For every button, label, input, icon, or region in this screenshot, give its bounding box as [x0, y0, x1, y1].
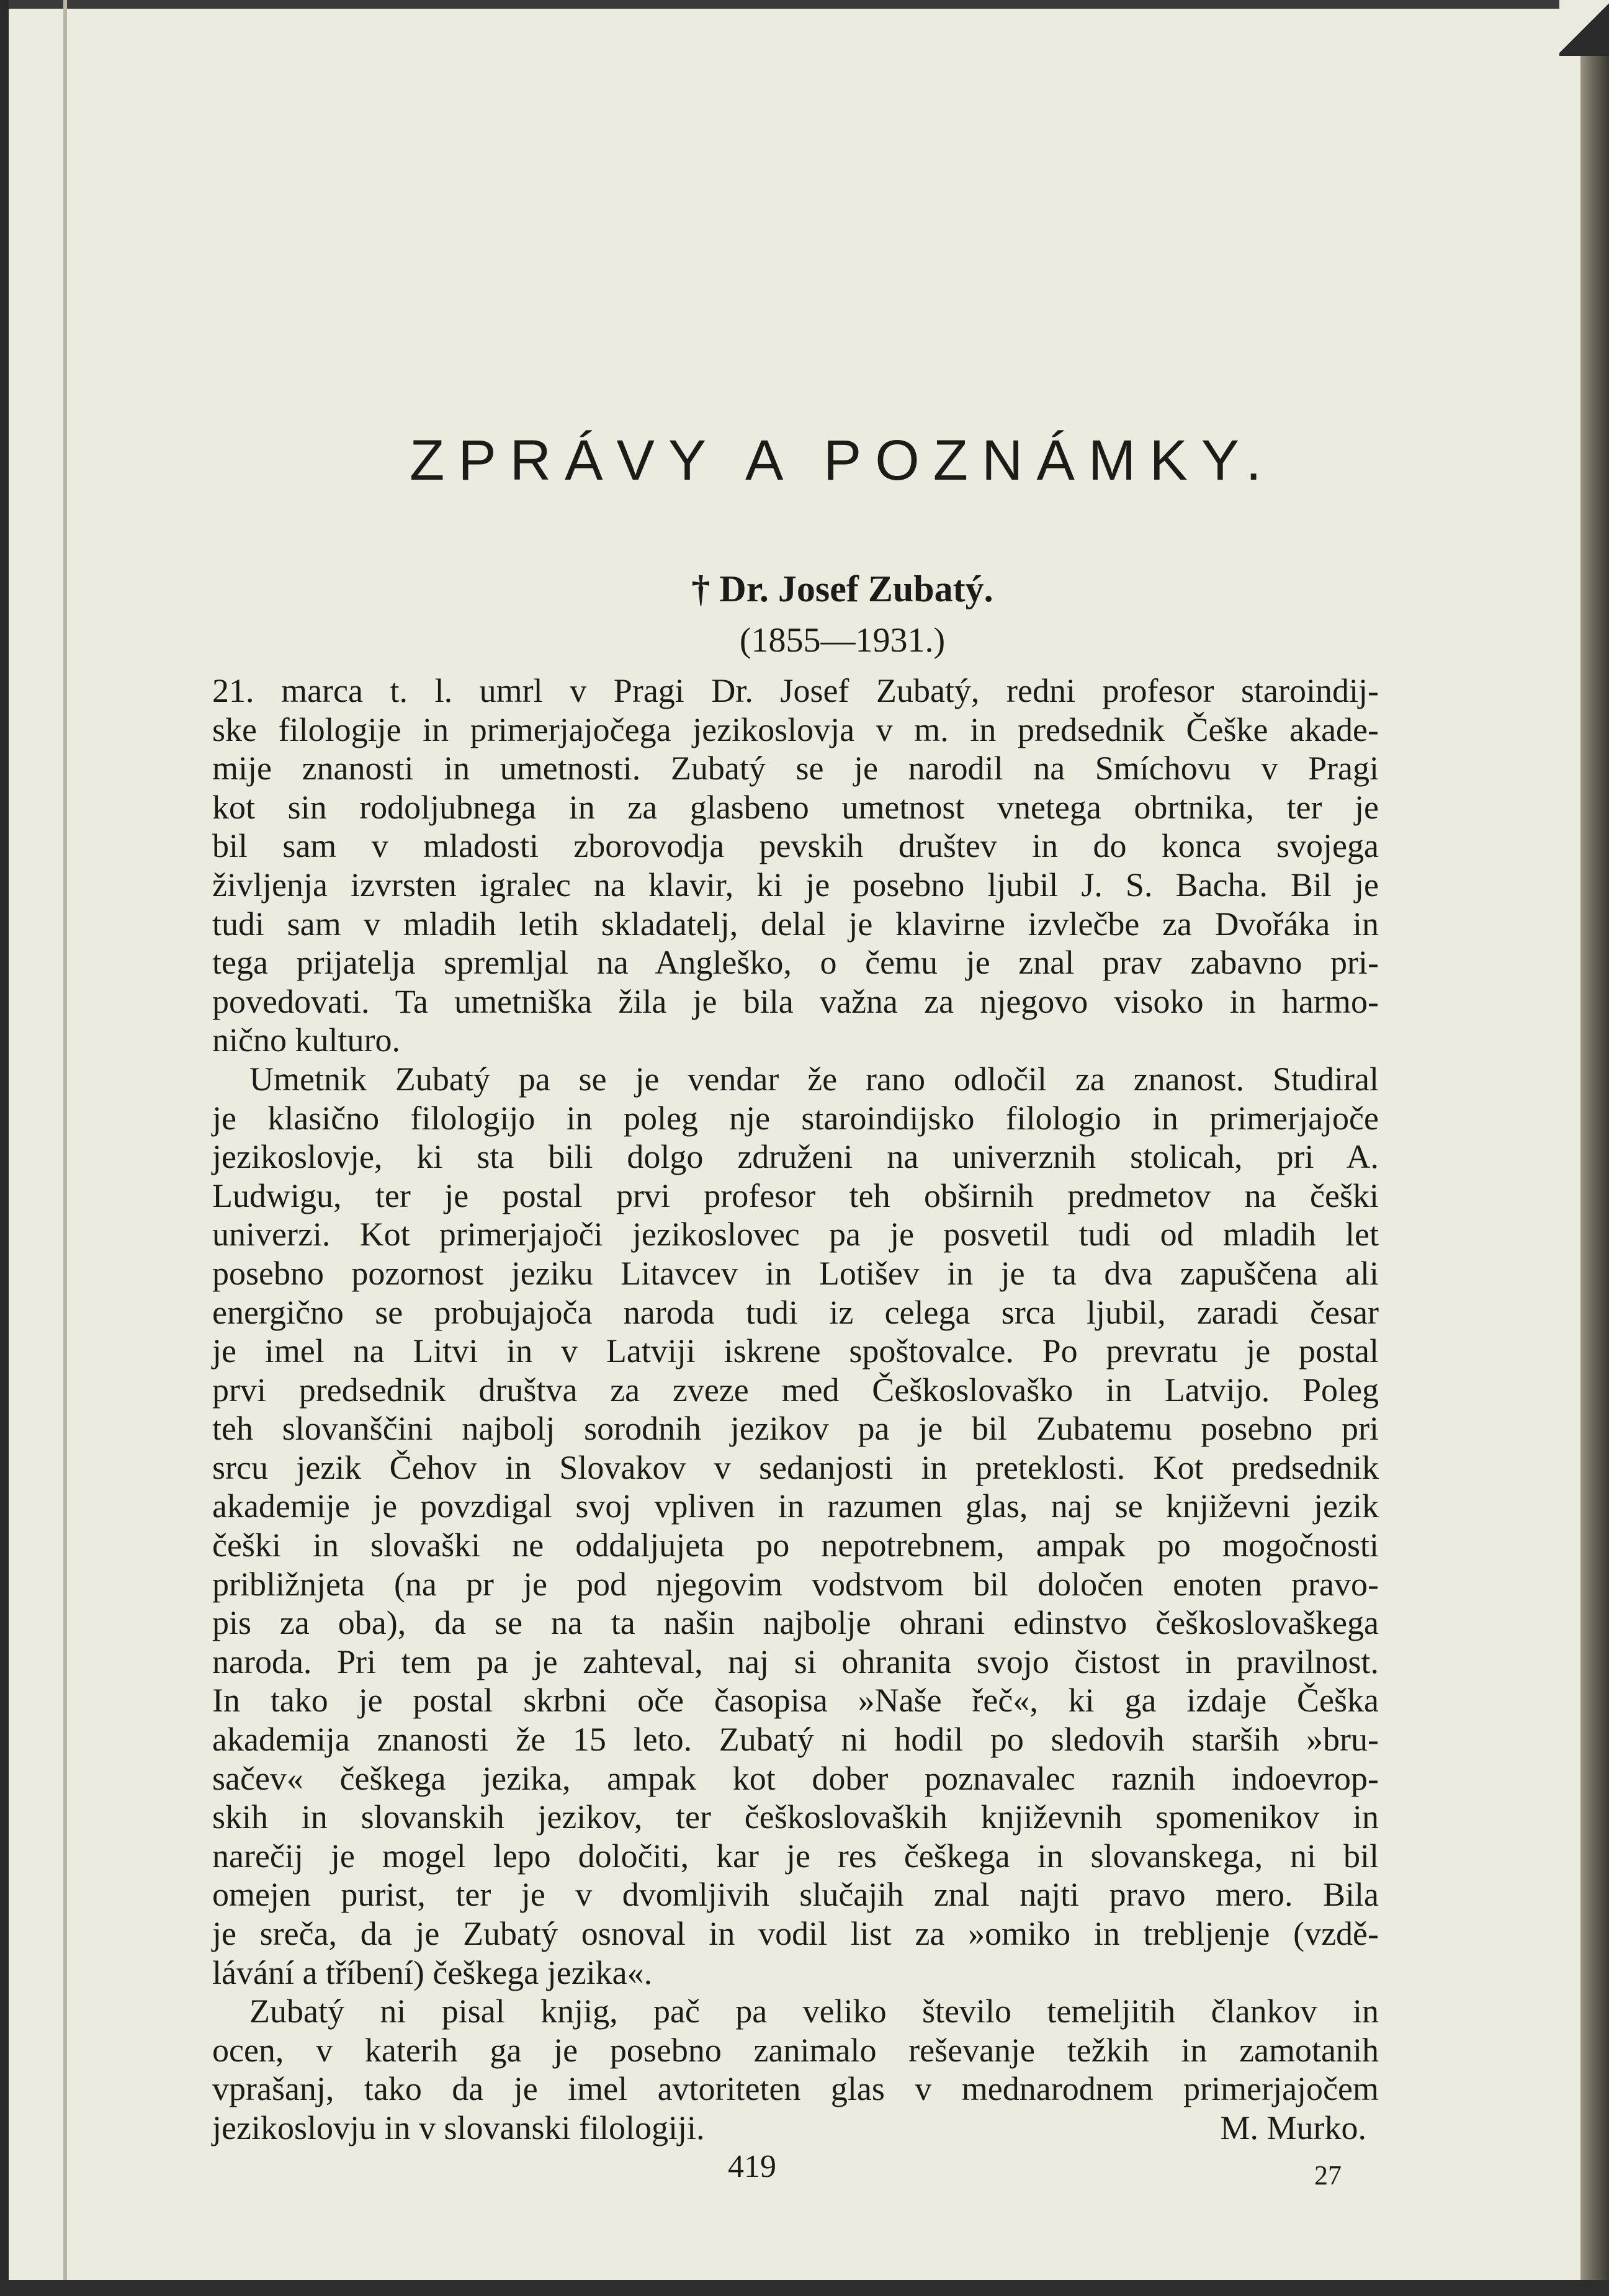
article-line: približnjeta (na pr je pod njegovim vodstvom bil določen enoten pravo- — [212, 1565, 1379, 1603]
article-line: jezikoslovje, ki sta bili dolgo združeni na univerznih stolicah, pri A. — [212, 1138, 1379, 1176]
article-line: tudi sam v mladih letih skladatelj, delal je klavirne izvlečbe za Dvořáka in — [212, 905, 1379, 943]
article-line: In tako je postal skrbni oče časopisa »Naše řeč«, ki ga izdaje Češka — [212, 1682, 1379, 1720]
article-line: bil sam v mladosti zborovodja pevskih društev in do konca svojega — [212, 827, 1379, 865]
author-signature: M. Murko. — [1220, 2109, 1366, 2146]
article-line: je klasično filologijo in poleg nje staroindijsko filologio in primerjajoče — [212, 1099, 1379, 1137]
article-line: skih in slovanskih jezikov, ter češkoslovaških književnih spomenikov in — [212, 1798, 1379, 1836]
scan-margin-line — [63, 0, 67, 2296]
article-line: življenja izvrsten igralec na klavir, ki je posebno ljubil J. S. Bacha. Bil je — [212, 866, 1379, 904]
article-line: akademije je povzdigal svoj vpliven in razumen glas, naj se književni jezik — [212, 1487, 1379, 1525]
article-line: povedovati. Ta umetniška žila je bila važna za njegovo visoko in harmo- — [212, 982, 1379, 1020]
page-corner-fold — [1559, 0, 1609, 56]
article-line: univerzi. Kot primerjajoči jezikoslovec pa je posvetil tudi od mladih let — [212, 1216, 1379, 1253]
article-line: vprašanj, tako da je imel avtoriteten glas v mednarodnem primerjajočem — [212, 2070, 1379, 2108]
article-body — [212, 671, 1379, 2148]
article-line: mije znanosti in umetnosti. Zubatý se je narodil na Smíchovu v Pragi — [212, 750, 1379, 787]
article-line: sačev« češkega jezika, ampak kot dober poznavalec raznih indoevrop- — [212, 1759, 1379, 1797]
article-line: posebno pozornost jeziku Litavcev in Lotišev in je ta dva zapuščena ali — [212, 1254, 1379, 1292]
sheet-number: 27 — [1314, 2160, 1342, 2191]
scan-border-top — [0, 0, 1609, 9]
article-line: 21. marca t. l. umrl v Pragi Dr. Josef Zubatý, redni profesor staroindij- — [212, 672, 1379, 709]
article-line: narečij je mogel lepo določiti, kar je res češkega in slovanskega, ni bil — [212, 1837, 1379, 1875]
article-line: je sreča, da je Zubatý osnoval in vodil list za »omiko in trebljenje (vzdě- — [212, 1915, 1379, 1952]
article-final-line: jezikoslovju in v slovanski filologiji. — [212, 2109, 705, 2146]
article-line: češki in slovaški ne oddaljujeta po nepotrebnem, ampak po mogočnosti — [212, 1527, 1379, 1564]
article-line: tega prijatelja spremljal na Angleško, o čemu je znal prav zabavno pri- — [212, 944, 1379, 982]
article-line: teh slovanščini najbolj sorodnih jezikov pa je bil Zubatemu posebno pri — [212, 1410, 1379, 1448]
page-number: 419 — [728, 2149, 776, 2184]
scan-border-right — [1580, 0, 1609, 2296]
article-line: pis za oba), da se na ta našin najbolje ohrani edinstvo češkoslovaškega — [212, 1604, 1379, 1642]
article-line: ske filologije in primerjajočega jezikoslovja v m. in predsednik Češke akade- — [212, 711, 1379, 748]
article-line: je imel na Litvi in v Latviji iskrene spoštovalce. Po prevratu je postal — [212, 1332, 1379, 1370]
article-line: ocen, v katerih ga je posebno zanimalo reševanje težkih in zamotanih — [212, 2031, 1379, 2069]
article-line: Umetnik Zubatý pa se je vendar že rano odločil za znanost. Studiral — [249, 1060, 1379, 1098]
article-line: kot sin rodoljubnega in za glasbeno umetnost vnetega obrtnika, ter je — [212, 788, 1379, 826]
article-line: nično kulturo. — [212, 1021, 400, 1059]
obituary-title: † Dr. Josef Zubatý. — [691, 568, 993, 609]
final-line-with-signature — [212, 2109, 1379, 2148]
article-line: srcu jezik Čehov in Slovakov v sedanjosti in preteklosti. Kot predsednik — [212, 1448, 1379, 1486]
article-line: Zubatý ni pisal knjig, pač pa veliko število temeljitih člankov in — [249, 1993, 1379, 2030]
scan-border-left — [0, 0, 9, 2296]
article-line: akademija znanosti že 15 leto. Zubatý ni hodil po sledovih starših »bru- — [212, 1721, 1379, 1759]
article-line: omejen purist, ter je v dvomljivih slučajih znal najti pravo mero. Bila — [212, 1876, 1379, 1914]
article-line: energično se probujajoča naroda tudi iz celega srca ljubil, zaradi česar — [212, 1293, 1379, 1331]
article-line: prvi predsednik društva za zveze med Češkoslovaško in Latvijo. Poleg — [212, 1371, 1379, 1409]
section-heading: ZPRÁVY A POZNÁMKY. — [410, 429, 1275, 492]
obituary-years: (1855—1931.) — [739, 621, 946, 660]
scan-border-bottom — [0, 2280, 1609, 2296]
article-line: naroda. Pri tem pa je zahteval, naj si ohranita svojo čistost in pravilnost. — [212, 1643, 1379, 1680]
article-line: Ludwigu, ter je postal prvi profesor teh obširnih predmetov na češki — [212, 1177, 1379, 1214]
article-line: lávání a tříbení) češkega jezika«. — [212, 1953, 653, 1991]
